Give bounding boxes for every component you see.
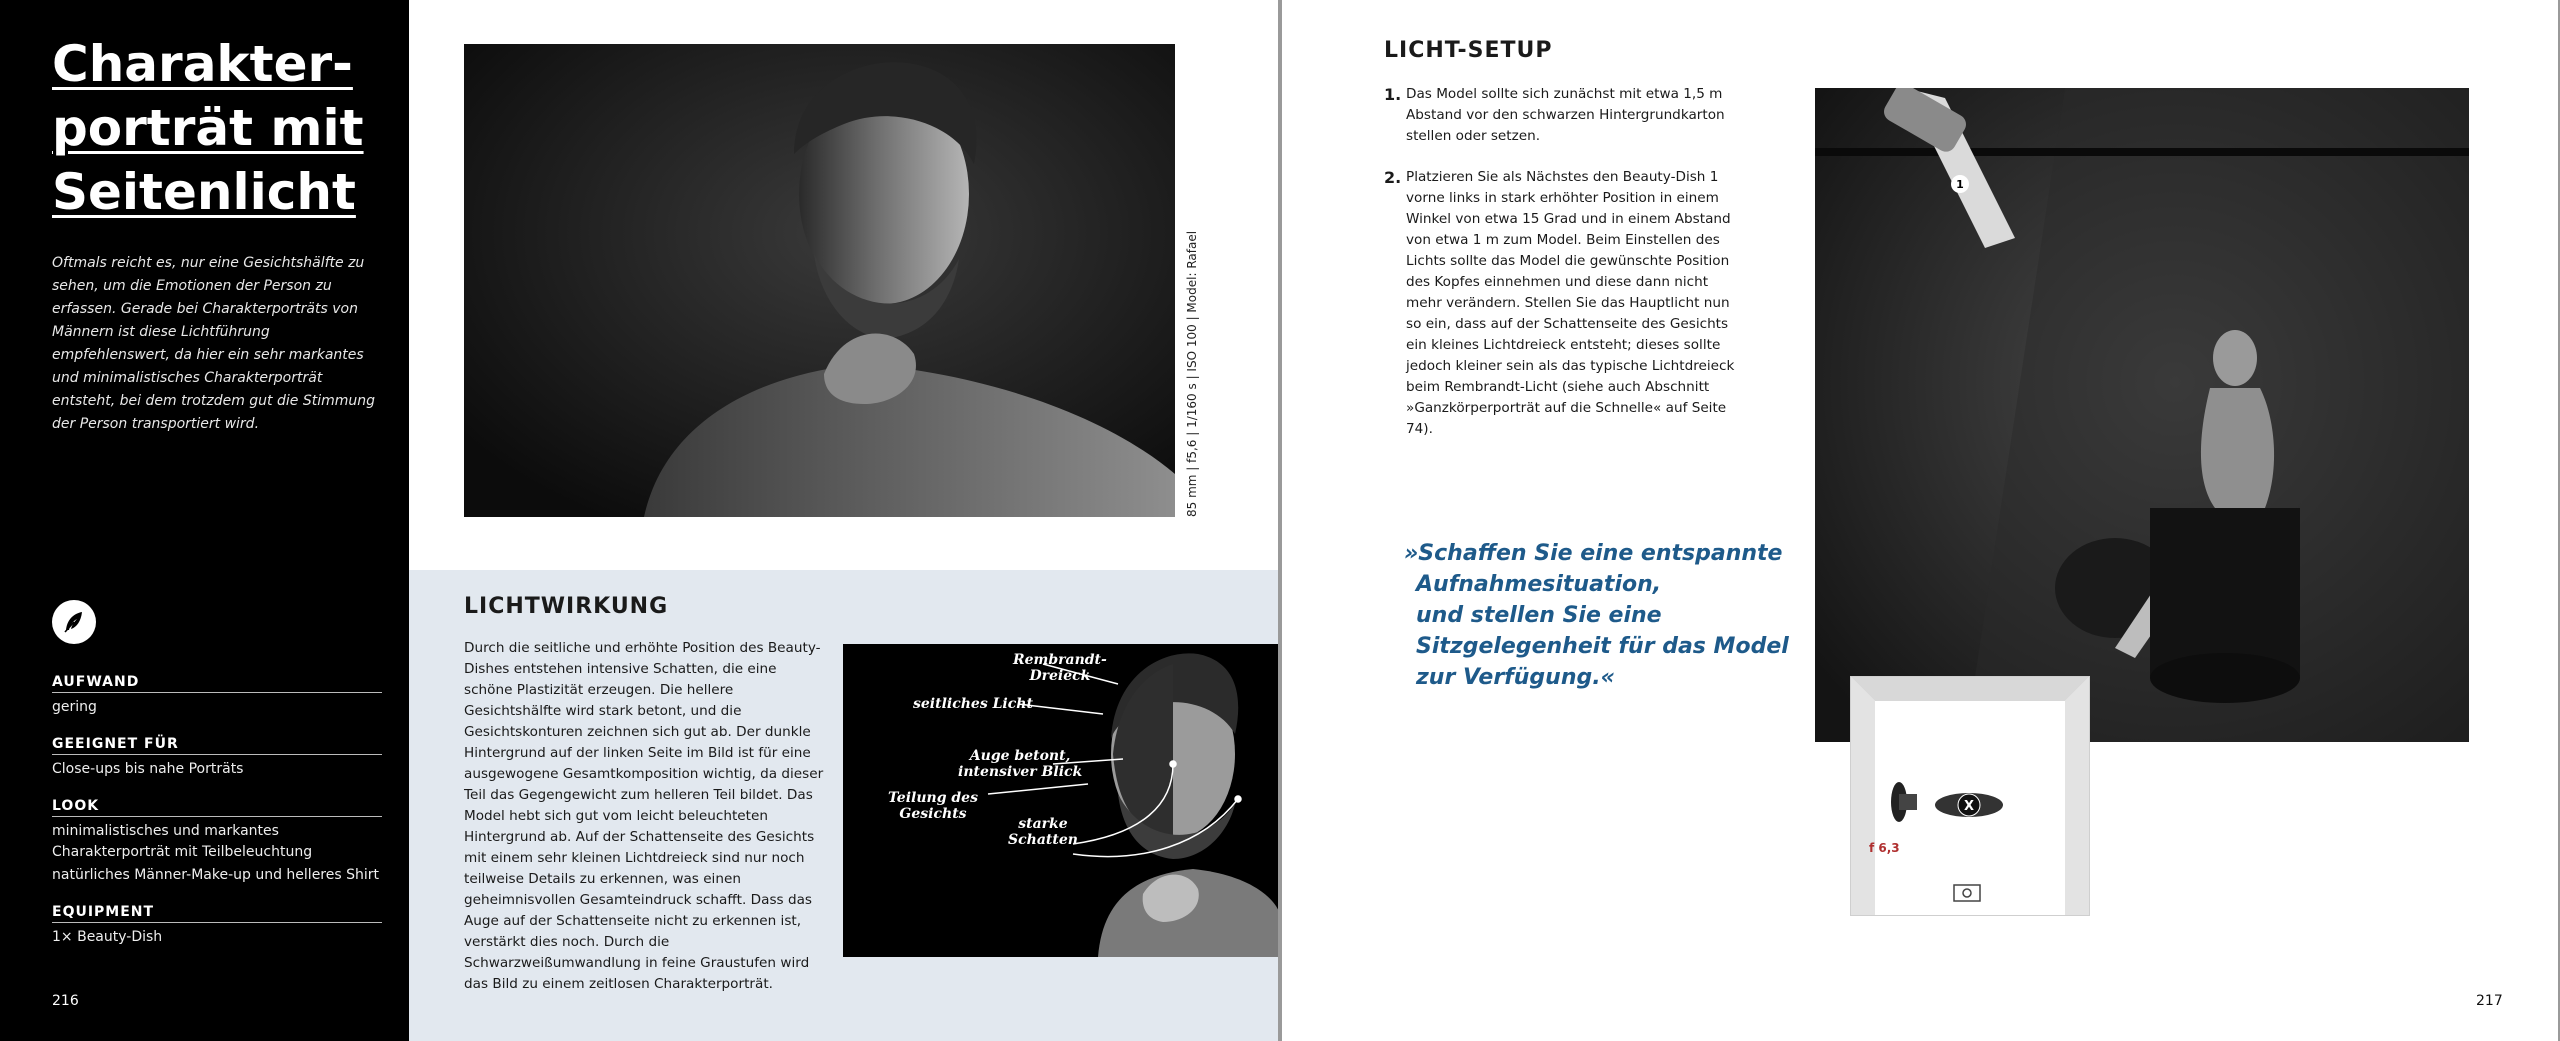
spec-value: minimalistisches und markantes Charakterporträt mit Teilbeleuchtung [52,823,313,860]
annotation-shadows: starke Schatten [1008,816,1078,848]
spec-list [52,674,382,966]
pull-quote [1404,538,1789,693]
annotation-side-light: seitliches Licht [913,696,1033,712]
annotation-split: Teilung des Gesichts [888,790,978,822]
photo-exif-caption: 85 mm | f5,6 | 1/160 s | ISO 100 | Model: Rafael [1185,230,1199,517]
spec-label: LOOK [52,798,382,817]
feather-icon [52,600,96,644]
spec-value: natürliches Männer-Make-up und helleres Shirt [52,867,380,883]
quote-line: und stellen Sie eine [1416,603,1662,628]
annotation-rembrandt: Rembrandt- Dreieck [1013,652,1107,684]
list-item [1384,84,1744,147]
light-setting-label: f 6,3 [1869,841,1900,855]
sidebar [0,0,409,1041]
title-line: Seitenlicht [52,163,356,221]
spec-value: gering [52,699,97,715]
spec-value: 1× Beauty-Dish [52,929,163,945]
quote-line: Sitzgelegenheit für das Model [1416,634,1789,659]
intro-text: Oftmals reicht es, nur eine Gesichtshälfte zu sehen, um die Emotionen der Person zu erfassen. Gerade bei Charakterporträts von Männern ist diese Lichtführung empfehlenswert, da hier ein sehr markantes und minimalistisches Charakterporträt entsteht, bei dem trotzdem gut die Stimmung der Person transportiert wird. [52,255,376,432]
page-gutter [1278,0,1282,1041]
spec-look [52,798,382,886]
quote-line: »Schaffen Sie eine entspannte [1404,541,1783,566]
lighting-diagram [1850,676,2090,916]
title-line: Charakter- [52,35,353,93]
main-portrait-photo [464,44,1175,517]
svg-text:X: X [1963,799,1975,814]
studio-setup-photo [1815,88,2469,742]
light-effect-title: LICHTWIRKUNG [464,594,669,619]
list-item [1384,167,1744,440]
light-effect-text: Durch die seitliche und erhöhte Position des Beauty-Dishes entstehen intensive Schatten, die eine schöne Plastizität erzeugen. Die hellere Gesichtshälfte wird stark betont, und die Gesichtskonturen zeichnen sich gut ab. Der dunkle Hintergrund auf der linken Seite im Bild ist für eine ausgewogene Gesamtkomposition wichtig, da dieser Teil das Gegengewicht zum helleren Teil bildet. Das Model hebt sich gut vom leicht beleuchteten Hintergrund ab. Auf der Schattenseite des Gesichts mit einem sehr kleinen Lichtdreieck sind nur noch teilweise Details zu erkennen, was einen geheimnisvollen Gesamteindruck schafft. Dass das Auge auf der Schattenseite nicht zu erkennen ist, verstärkt dies noch. Durch die Schwarzweißumwandlung in feine Graustufen wird das Bild zu einem zeitlosen Charakterporträt. [464,640,824,992]
light-number-badge: 1 [1956,178,1964,191]
spec-equipment [52,904,382,948]
light-setup-title: LICHT-SETUP [1384,38,1553,63]
spec-label: AUFWAND [52,674,382,693]
step-text: Das Model sollte sich zunächst mit etwa 1,5 m Abstand vor den schwarzen Hintergrundkarton stellen oder setzen. [1406,86,1725,144]
step-number: 1. [1384,85,1402,104]
spec-value: Close-ups bis nahe Porträts [52,761,244,777]
spec-label: GEEIGNET FÜR [52,736,382,755]
step-text: Platzieren Sie als Nächstes den Beauty-Dish 1 vorne links in stark erhöhter Position in einem Winkel von etwa 15 Grad und in einem Abstand von etwa 1 m zum Model. Beim Einstellen des Lichts sollte das Model die gewünschte Position des Kopfes einnehmen und diese dann nicht mehr verändern. Stellen Sie das Hauptlicht nun so ein, dass auf der Schattenseite des Gesichts ein kleines Lichtdreieck entsteht; dieses sollte jedoch kleiner sein als das typische Lichtdreieck beim Rembrandt-Licht (siehe auch Abschnitt »Ganzkörperporträt auf die Schnelle« auf Seite 74). [1406,169,1735,437]
spec-suitable [52,736,382,780]
annotated-portrait-photo [843,644,1280,957]
spec-effort [52,674,382,718]
chapter-title [52,32,382,224]
quote-line: Aufnahmesituation, [1416,572,1662,597]
title-line: porträt mit [52,99,364,157]
model-position-icon [1935,793,2003,817]
step-number: 2. [1384,168,1402,187]
page-number-right: 217 [2476,993,2503,1009]
setup-steps [1384,84,1744,460]
quote-line: zur Verfügung.« [1416,665,1615,690]
spec-label: EQUIPMENT [52,904,382,923]
page-number-left: 216 [52,993,79,1009]
annotation-eye: Auge betont, intensiver Blick [958,748,1083,780]
